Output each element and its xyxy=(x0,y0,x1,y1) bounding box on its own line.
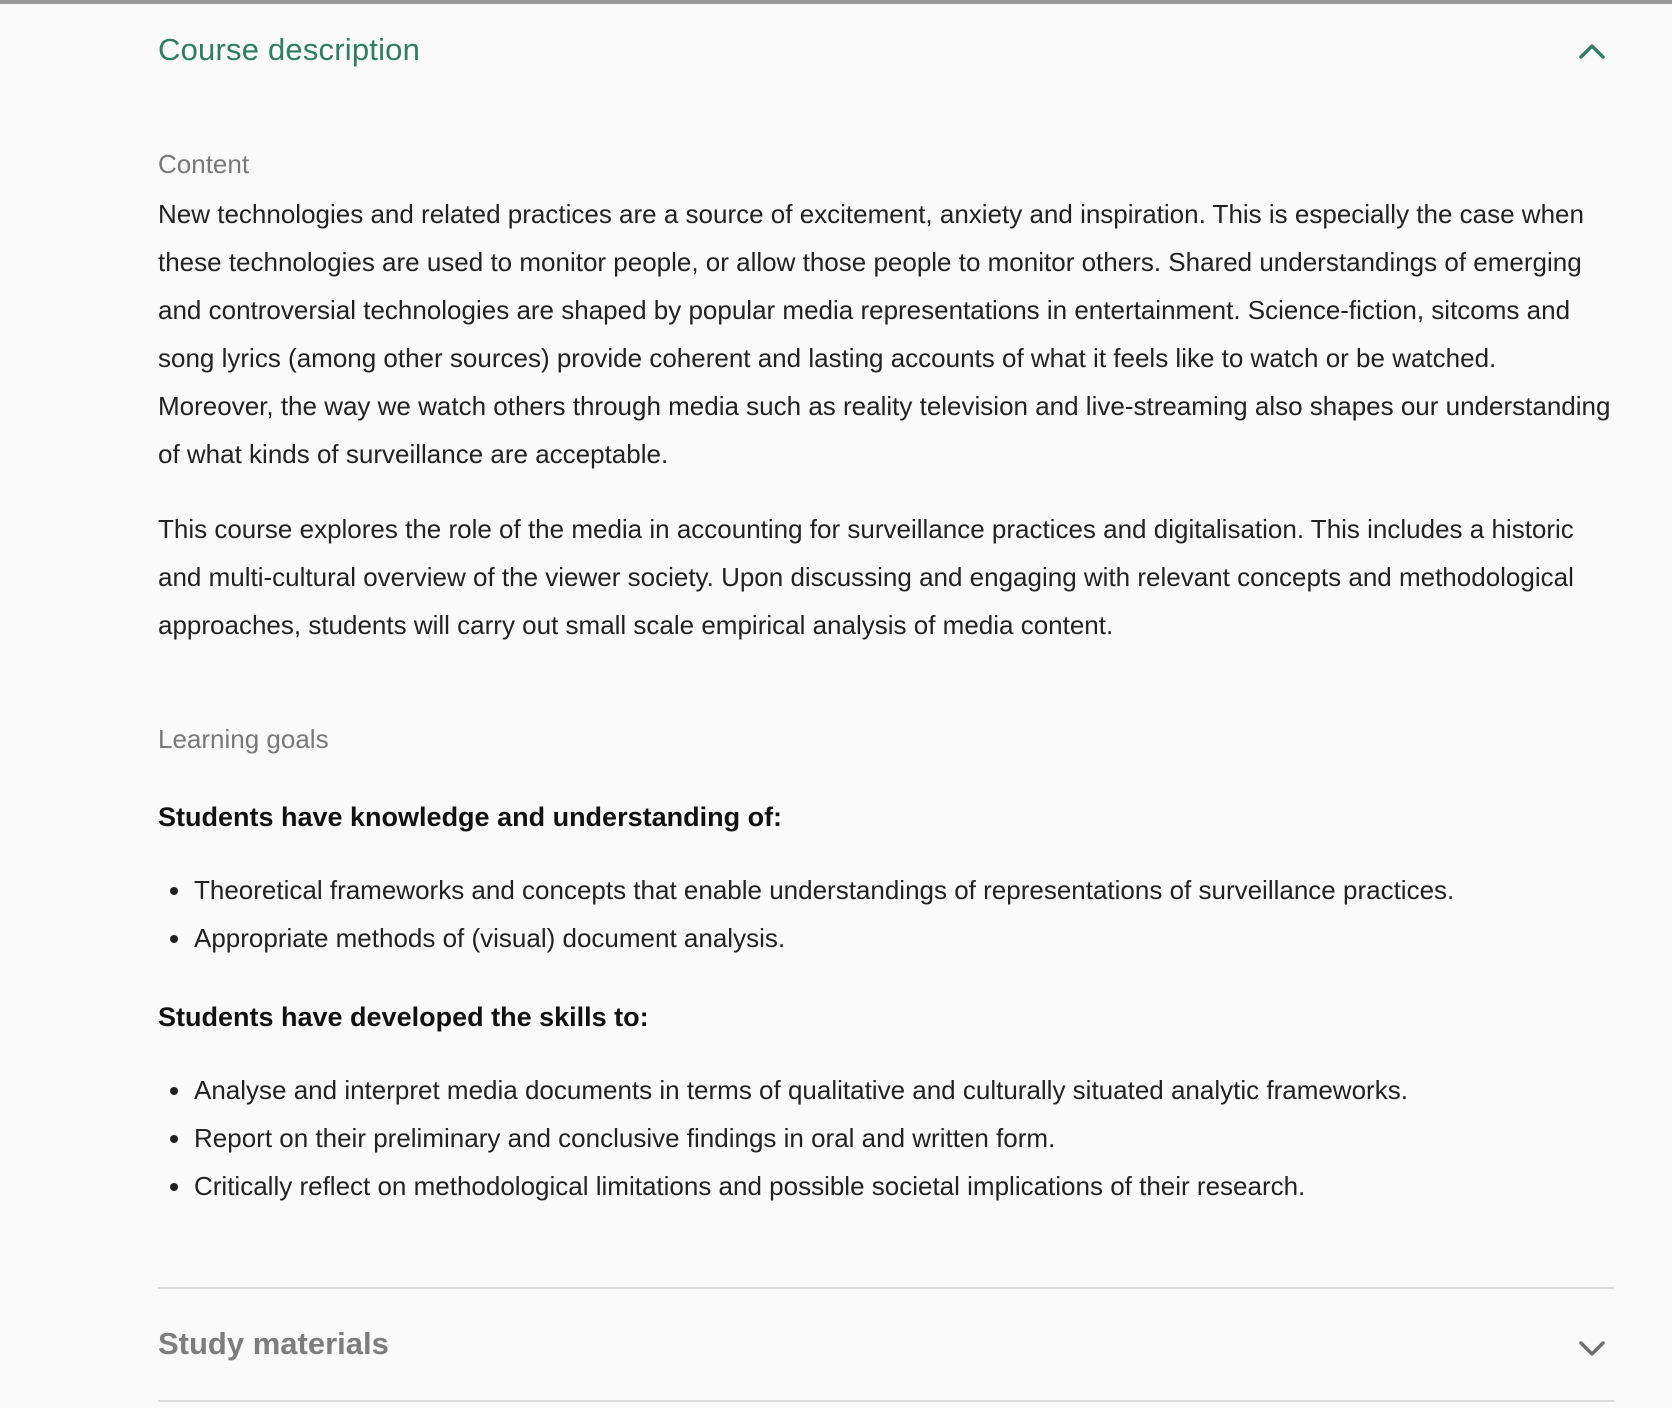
content-label: Content xyxy=(158,149,250,179)
content-paragraph: New technologies and related practices are a source of excitement, anxiety and inspiration. This is especially the case when these technologies are used to monitor people, or allow those people to monitor others. Shared understandings of emerging and controversial technologies are shaped by popular media representations in entertainment. Science-fiction, sitcoms and song lyrics (among other sources) provide coherent and lasting accounts of what it feels like to watch or be watched. Moreover, the way we watch others through media such as reality television and live-streaming also shapes our understanding of what kinds of surveillance are acceptable. xyxy=(158,199,1611,469)
knowledge-heading: Students have knowledge and understanding of: xyxy=(158,802,783,832)
chevron-down-icon[interactable] xyxy=(1570,1326,1614,1370)
study-materials-title: Study materials xyxy=(158,1326,389,1361)
content-paragraph: This course explores the role of the media in accounting for surveillance practices and digitalisation. This includes a historic and multi-cultural overview of the viewer society. Upon discussing and engaging with relevant concepts and methodological approaches, students will carry out small scale empirical analysis of media content. xyxy=(158,514,1574,640)
divider xyxy=(158,1400,1614,1402)
course-description-title: Course description xyxy=(158,32,421,67)
skills-heading: Students have developed the skills to: xyxy=(158,1002,649,1032)
list-item: Report on their preliminary and conclusive findings in oral and written form. xyxy=(158,1114,1618,1162)
list-item: Critically reflect on methodological limitations and possible societal implications of their research. xyxy=(158,1162,1618,1210)
list-item: Appropriate methods of (visual) document analysis. xyxy=(158,914,1618,962)
learning-goals-label: Learning goals xyxy=(158,724,329,754)
study-materials-header[interactable] xyxy=(158,1294,1614,1404)
knowledge-list xyxy=(158,866,1618,962)
course-accordion xyxy=(158,4,1614,1361)
chevron-up-icon[interactable] xyxy=(1570,30,1614,74)
list-item: Theoretical frameworks and concepts that enable understandings of representations of surveillance practices. xyxy=(158,866,1618,914)
list-item: Analyse and interpret media documents in terms of qualitative and culturally situated analytic frameworks. xyxy=(158,1066,1618,1114)
course-description-header[interactable] xyxy=(158,4,1614,104)
divider xyxy=(158,1287,1614,1289)
skills-list xyxy=(158,1066,1618,1210)
